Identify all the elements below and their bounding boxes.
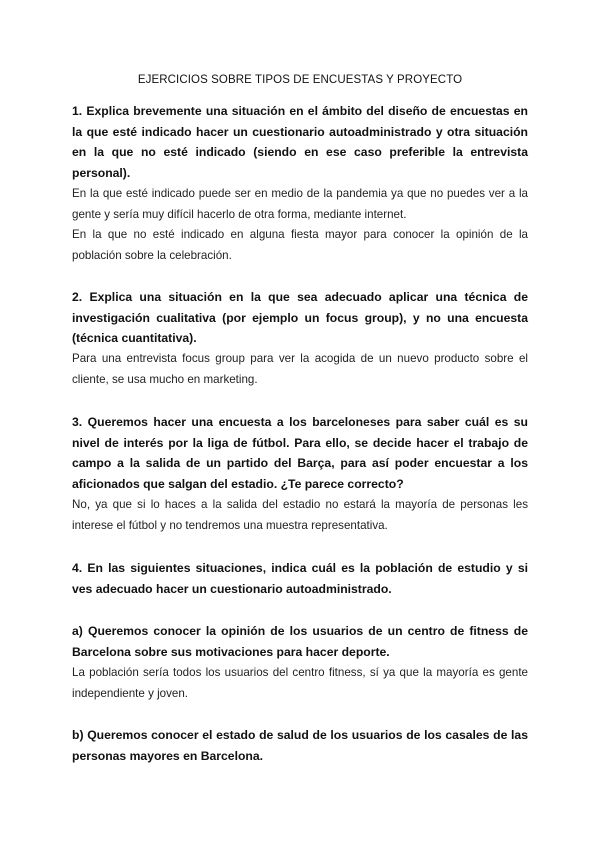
question-4b: b) Queremos conocer el estado de salud de los usuarios de los casales de las personas mayores en Barcelona. (72, 728, 528, 763)
question-4: 4. En las siguientes situaciones, indica cuál es la población de estudio y si ves adecuado hacer un cuestionario autoadministrado. (72, 561, 528, 596)
answer-1-paragraph-1: En la que esté indicado puede ser en medio de la pandemia ya que no puedes ver a la gente y sería muy difícil hacerlo de otra forma, mediante internet. (72, 187, 528, 221)
question-3: 3. Queremos hacer una encuesta a los barceloneses para saber cuál es su nivel de interés por la liga de fútbol. Para ello, se decide hacer el trabajo de campo a la salida de un partido del Barça, para así poder encuestar a los aficionados que salgan del estadio. ¿Te parece correcto? (72, 415, 528, 491)
answer-1-paragraph-2: En la que no esté indicado en alguna fiesta mayor para conocer la opinión de la población sobre la celebración. (72, 228, 528, 262)
answer-4a: La población sería todos los usuarios del centro fitness, sí ya que la mayoría es gente independiente y joven. (72, 666, 528, 700)
question-4a: a) Queremos conocer la opinión de los usuarios de un centro de fitness de Barcelona sobre sus motivaciones para hacer deporte. (72, 624, 528, 659)
document-title: EJERCICIOS SOBRE TIPOS DE ENCUESTAS Y PROYECTO (137, 74, 463, 86)
question-2: 2. Explica una situación en la que sea adecuado aplicar una técnica de investigación cualitativa (por ejemplo un focus group), y no una encuesta (técnica cuantitativa). (72, 290, 528, 345)
question-1: 1. Explica brevemente una situación en el ámbito del diseño de encuestas en la que esté indicado hacer un cuestionario autoadministrado y otra situación en la que no esté indicado (siendo en ese caso preferible la entrevista personal). (72, 104, 528, 180)
answer-2: Para una entrevista focus group para ver la acogida de un nuevo producto sobre el cliente, se usa mucho en marketing. (72, 352, 528, 386)
answer-3: No, ya que si lo haces a la salida del estadio no estará la mayoría de personas les interese el fútbol y no tendremos una muestra representativa. (72, 498, 528, 532)
